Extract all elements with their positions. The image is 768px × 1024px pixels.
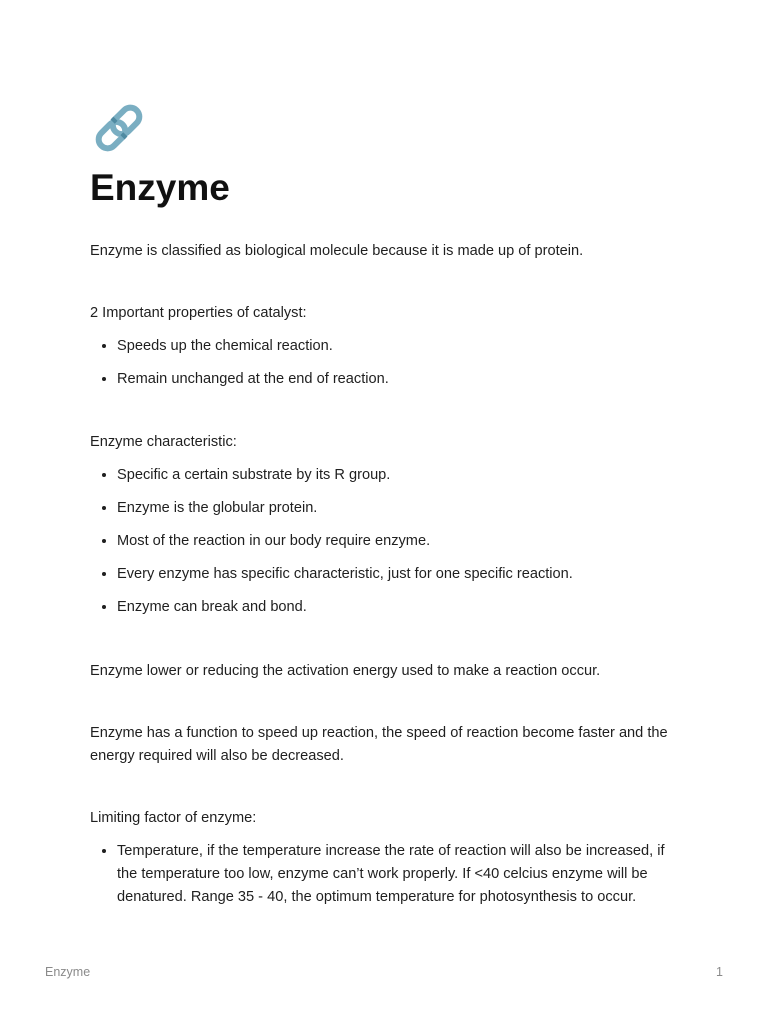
list-item: • Most of the reaction in our body require enzyme. [117,530,680,553]
intro-paragraph: Enzyme is classified as biological molecule because it is made up of protein. [90,243,584,259]
catalyst-list [90,335,680,391]
activation-energy-paragraph: Enzyme lower or reducing the activation energy used to make a reaction occur. [90,663,601,679]
list-item: • Temperature, if the temperature increase the rate of reaction will also be increased, if the temperature too low, enzyme can’t work properly. If <40 celcius enzyme will be denatured. Range 35 - 40, the optimum temperature for photosynthesis to occur. [117,840,680,909]
list-item: • Speeds up the chemical reaction. [117,335,680,358]
footer-page-number: 1 [716,965,723,979]
catalyst-heading: 2 Important properties of catalyst: [90,305,307,321]
characteristic-heading: Enzyme characteristic: [90,434,237,450]
list-item: • Enzyme can break and bond. [117,596,680,619]
limiting-list [90,840,680,909]
link-icon [90,100,148,156]
list-item: • Every enzyme has specific characteristic, just for one specific reaction. [117,563,680,586]
document-body [90,240,680,909]
limiting-heading: Limiting factor of enzyme: [90,810,257,826]
page-title: Enzyme [90,167,230,208]
footer-document-name: Enzyme [45,965,91,979]
function-paragraph: Enzyme has a function to speed up reaction, the speed of reaction become faster and the energy required will also be decreased. [90,725,668,764]
characteristic-list [90,464,680,619]
list-item: • Enzyme is the globular protein. [117,497,680,520]
list-item: • Remain unchanged at the end of reaction. [117,368,680,391]
list-item: • Specific a certain substrate by its R group. [117,464,680,487]
